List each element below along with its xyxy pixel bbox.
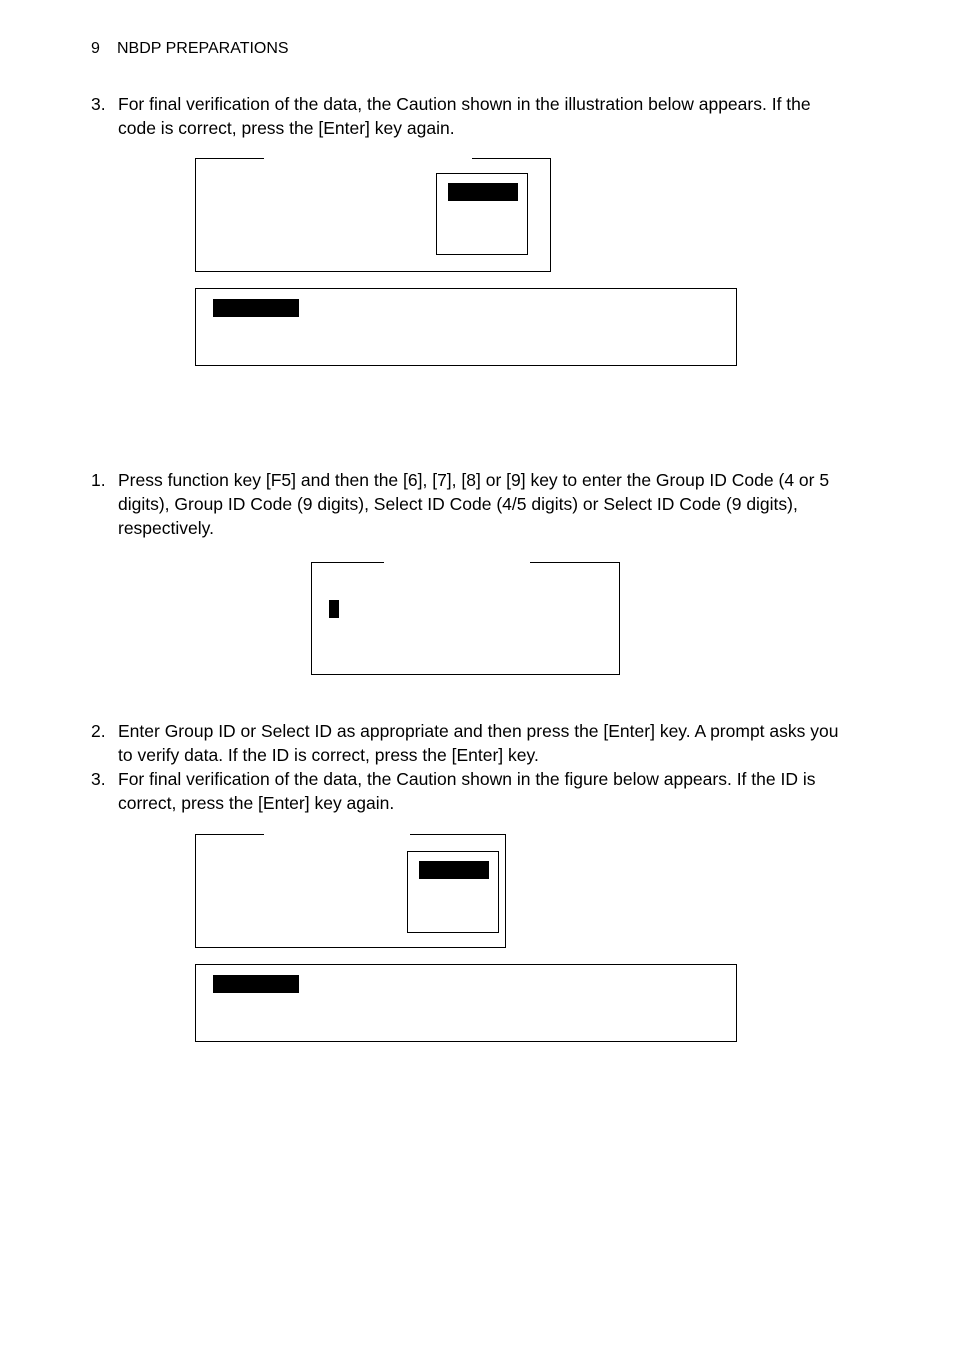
step-item: [91, 719, 851, 767]
step-number: 1.: [91, 470, 106, 490]
step-text: For final verification of the data, the Caution shown in the illustration below appears. If the code is correct, press the [Enter] key again.: [118, 94, 811, 138]
step-text: For final verification of the data, the Caution shown in the figure below appears. If the ID is correct, press the [Enter] key again.: [118, 769, 816, 813]
step-text: Enter Group ID or Select ID as appropriate and then press the [Enter] key. A prompt asks you to verify data. If the ID is correct, press the [Enter] key.: [118, 721, 839, 765]
chapter-number: 9: [91, 40, 100, 57]
screen-figure-window: [195, 834, 506, 948]
chapter-title: NBDP PREPARATIONS: [117, 40, 289, 57]
step-number: 2.: [91, 721, 106, 741]
step-number: 3.: [91, 769, 106, 789]
screen-figure-window: [195, 158, 551, 272]
highlighted-menu-item: [448, 183, 518, 201]
caution-label-highlight: [213, 299, 299, 317]
step-item: [91, 468, 851, 540]
frame-title-gap: [264, 157, 472, 161]
step-text: Press function key [F5] and then the [6], [7], [8] or [9] key to enter the Group ID Code (4 or 5 digits), Group ID Code (9 digits), Select ID Code (4/5 digits) or Select ID Code (9 digits), respectively.: [118, 470, 830, 538]
id-entry-window: [311, 562, 620, 675]
confirm-menu-box: [407, 851, 499, 933]
step-item: [91, 92, 851, 140]
caution-label-highlight: [213, 975, 299, 993]
frame-title-gap: [384, 561, 530, 565]
running-header: [91, 40, 289, 58]
confirm-menu-box: [436, 173, 528, 255]
frame-title-gap: [264, 833, 410, 837]
step-number: 3.: [91, 94, 106, 114]
highlighted-menu-item: [419, 861, 489, 879]
step-item: [91, 767, 851, 815]
text-cursor: [329, 600, 339, 618]
caution-box: [195, 288, 737, 366]
caution-box: [195, 964, 737, 1042]
